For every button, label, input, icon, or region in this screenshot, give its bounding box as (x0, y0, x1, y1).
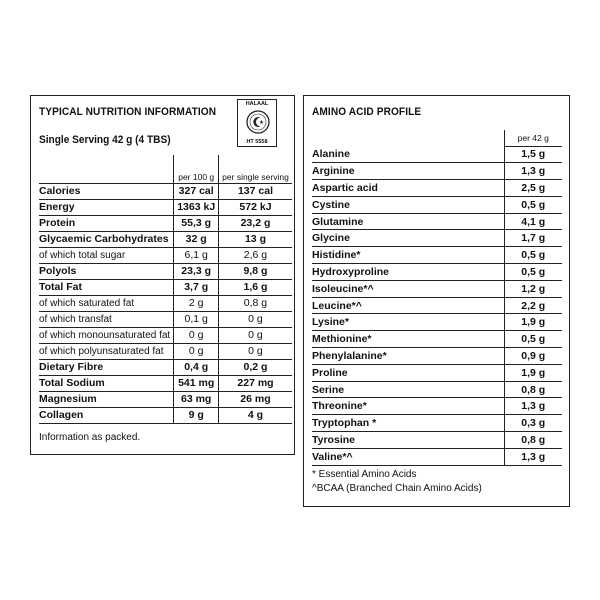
table-row: of which transfat 0,1 g 0 g (39, 311, 292, 327)
halal-seal-icon (246, 109, 270, 135)
table-row: Tyrosine 0,8 g (312, 432, 562, 449)
table-row: Lysine* 1,9 g (312, 314, 562, 331)
col-per-serving: per single serving (219, 155, 292, 183)
table-row: Total Sodium 541 mg 227 mg (39, 375, 292, 391)
table-row: Glycaemic Carbohydrates 32 g 13 g (39, 231, 292, 247)
table-row: Polyols 23,3 g 9,8 g (39, 263, 292, 279)
table-row: Methionine* 0,5 g (312, 331, 562, 348)
table-row: Glycine 1,7 g (312, 230, 562, 247)
amino-panel (303, 95, 570, 507)
table-row: Cystine 0,5 g (312, 196, 562, 213)
table-row: Isoleucine*^ 1,2 g (312, 280, 562, 297)
essential-note: * Essential Amino Acids (312, 469, 417, 480)
amino-table (312, 130, 562, 466)
table-row: Valine*^ 1,3 g (312, 448, 562, 465)
nutrition-title: TYPICAL NUTRITION INFORMATION (39, 106, 217, 118)
col-per-100g: per 100 g (174, 155, 219, 183)
amino-title: AMINO ACID PROFILE (312, 106, 422, 118)
table-row: Protein 55,3 g 23,2 g (39, 215, 292, 231)
halal-badge (237, 99, 277, 147)
table-row: Calories 327 cal 137 cal (39, 183, 292, 199)
packed-note: Information as packed. (39, 432, 141, 443)
table-row: Glutamine 4,1 g (312, 213, 562, 230)
table-row: Hydroxyproline 0,5 g (312, 264, 562, 281)
serving-size: Single Serving 42 g (4 TBS) (39, 134, 171, 146)
table-row: Serine 0,8 g (312, 381, 562, 398)
table-row: Histidine* 0,5 g (312, 247, 562, 264)
table-row: of which monounsaturated fat 0 g 0 g (39, 327, 292, 343)
nutrition-panel (30, 95, 295, 455)
nutrition-table (39, 155, 292, 424)
bcaa-note: ^BCAA (Branched Chain Amino Acids) (312, 483, 482, 494)
table-row: of which polyunsaturated fat 0 g 0 g (39, 343, 292, 359)
col-per-42g: per 42 g (504, 130, 562, 146)
halal-label: HALAAL (245, 101, 269, 107)
table-row: Dietary Fibre 0,4 g 0,2 g (39, 359, 292, 375)
table-row: Proline 1,9 g (312, 364, 562, 381)
table-row: Total Fat 3,7 g 1,6 g (39, 279, 292, 295)
table-row: Phenylalanine* 0,9 g (312, 348, 562, 365)
table-row: Magnesium 63 mg 26 mg (39, 391, 292, 407)
nutrition-header-row (39, 155, 292, 183)
table-row: Energy 1363 kJ 572 kJ (39, 199, 292, 215)
table-row: Leucine*^ 2,2 g (312, 297, 562, 314)
table-row: of which total sugar 6,1 g 2,6 g (39, 247, 292, 263)
table-row: Alanine 1,5 g (312, 146, 562, 163)
table-row: Tryptophan * 0,3 g (312, 415, 562, 432)
halal-code: HT 5558 (246, 139, 268, 145)
table-row: of which saturated fat 2 g 0,8 g (39, 295, 292, 311)
table-row: Collagen 9 g 4 g (39, 407, 292, 423)
table-row: Aspartic acid 2,5 g (312, 180, 562, 197)
table-row: Arginine 1,3 g (312, 163, 562, 180)
table-row: Threonine* 1,3 g (312, 398, 562, 415)
amino-header-row (312, 130, 562, 146)
